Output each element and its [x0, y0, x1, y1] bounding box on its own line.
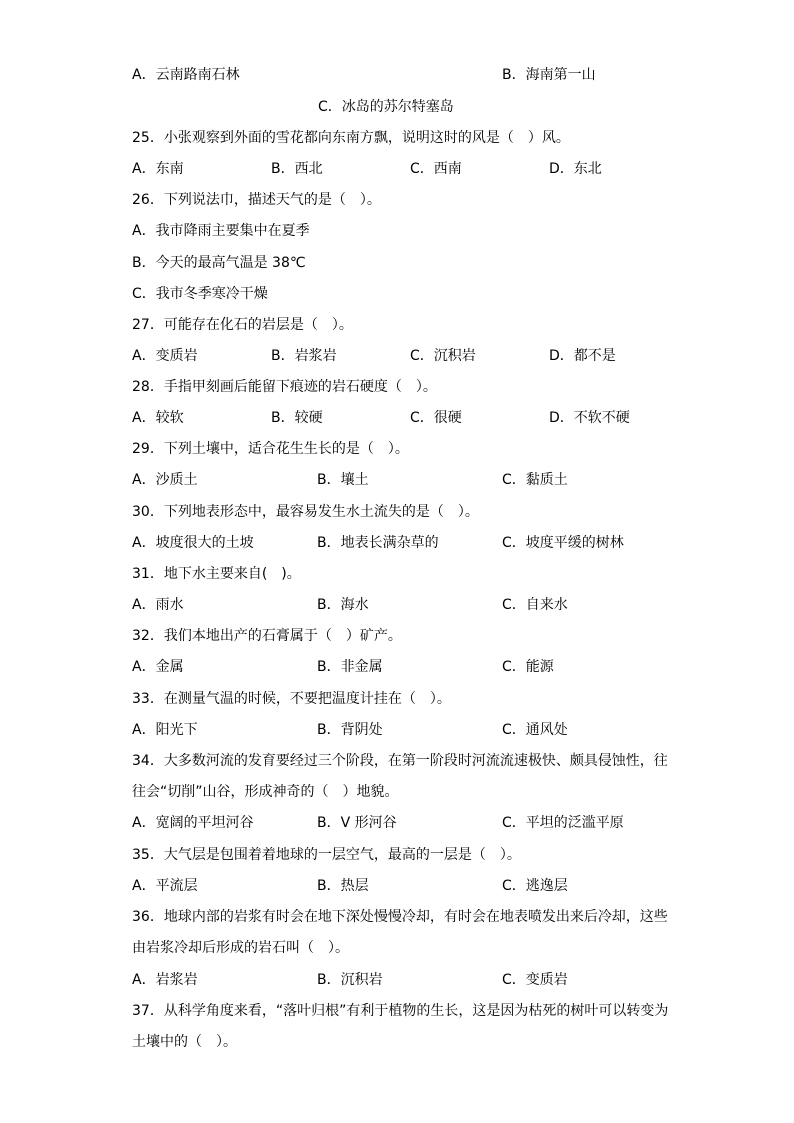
q26-option-a: A．我市降雨主要集中在夏季: [132, 223, 310, 239]
q36-option-a: A．岩浆岩: [132, 972, 198, 988]
q37-stem-line2: 土壤中的（ ）。: [132, 1034, 237, 1050]
q25-option-d: D．东北: [549, 161, 602, 177]
q35-option-c: C．逃逸层: [502, 878, 568, 894]
q29-stem: 29．下列土壤中，适合花生生长的是（ ）。: [132, 441, 409, 457]
q25-option-a: A．东南: [132, 161, 184, 177]
q34-option-b: B．V 形河谷: [317, 815, 397, 831]
q27-option-b: B．岩浆岩: [271, 348, 337, 364]
q25-option-c: C．西南: [410, 161, 462, 177]
q33-option-c: C．通风处: [502, 722, 568, 738]
q36-stem-line1: 36．地球内部的岩浆有时会在地下深处慢慢冷却，有时会在地表喷发出来后冷却，这些: [132, 909, 668, 925]
q31-stem: 31．地下水主要来自( )。: [132, 566, 301, 582]
q34-stem-line1: 34．大多数河流的发育要经过三个阶段，在第一阶段时河流流速极快、颇具侵蚀性，往: [132, 753, 668, 769]
q34-stem-line2: 往会“切削”山谷，形成神奇的（ ）地貌。: [132, 784, 399, 800]
q24-option-a: A．云南路南石林: [132, 67, 240, 83]
q33-option-b: B．背阴处: [317, 722, 383, 738]
q30-option-c: C．坡度平缓的树林: [502, 535, 624, 551]
q30-stem: 30．下列地表形态中，最容易发生水土流失的是（ ）。: [132, 504, 479, 520]
q26-option-c: C．我市冬季寒冷干燥: [132, 286, 268, 302]
q31-option-b: B．海水: [317, 597, 369, 613]
q24-option-c: C．冰岛的苏尔特塞岛: [318, 99, 454, 115]
q28-stem: 28．手指甲刻画后能留下痕迹的岩石硬度（ ）。: [132, 379, 437, 395]
q31-option-a: A．雨水: [132, 597, 184, 613]
q32-option-a: A．金属: [132, 659, 184, 675]
q35-stem: 35．大气层是包围着着地球的一层空气，最高的一层是（ ）。: [132, 847, 521, 863]
q27-option-d: D．都不是: [549, 348, 616, 364]
q27-stem: 27．可能存在化石的岩层是（ ）。: [132, 317, 353, 333]
q33-stem: 33．在测量气温的时候，不要把温度计挂在（ ）。: [132, 691, 451, 707]
q28-option-a: A．较软: [132, 410, 184, 426]
q27-option-a: A．变质岩: [132, 348, 198, 364]
q28-option-b: B．较硬: [271, 410, 323, 426]
q34-option-a: A．宽阔的平坦河谷: [132, 815, 254, 831]
q25-stem: 25．小张观察到外面的雪花都向东南方飘，说明这时的风是（ ）风。: [132, 130, 570, 146]
q29-option-a: A．沙质土: [132, 472, 198, 488]
q34-option-c: C．平坦的泛滥平原: [502, 815, 624, 831]
q28-option-c: C．很硬: [410, 410, 462, 426]
q35-option-a: A．平流层: [132, 878, 198, 894]
q30-option-a: A．坡度很大的土坡: [132, 535, 254, 551]
q24-option-b: B．海南第一山: [502, 67, 596, 83]
q27-option-c: C．沉积岩: [410, 348, 476, 364]
q29-option-c: C．黏质土: [502, 472, 568, 488]
q35-option-b: B．热层: [317, 878, 369, 894]
q28-option-d: D．不软不硬: [549, 410, 630, 426]
q37-stem-line1: 37．从科学角度来看，“落叶归根”有利于植物的生长，这是因为枯死的树叶可以转变为: [132, 1003, 669, 1019]
q31-option-c: C．自来水: [502, 597, 568, 613]
q32-option-c: C．能源: [502, 659, 554, 675]
q26-stem: 26．下列说法巾，描述天气的是（ ）。: [132, 192, 381, 208]
q36-stem-line2: 由岩浆冷却后形成的岩石叫（ ）。: [132, 940, 349, 956]
q32-option-b: B．非金属: [317, 659, 383, 675]
q32-stem: 32．我们本地出产的石膏属于（ ）矿产。: [132, 628, 402, 644]
q30-option-b: B．地表长满杂草的: [317, 535, 439, 551]
q29-option-b: B．壤土: [317, 472, 369, 488]
q25-option-b: B．西北: [271, 161, 323, 177]
q36-option-b: B．沉积岩: [317, 972, 383, 988]
q26-option-b: B．今天的最高气温是 38℃: [132, 255, 306, 271]
q36-option-c: C．变质岩: [502, 972, 568, 988]
q33-option-a: A．阳光下: [132, 722, 198, 738]
